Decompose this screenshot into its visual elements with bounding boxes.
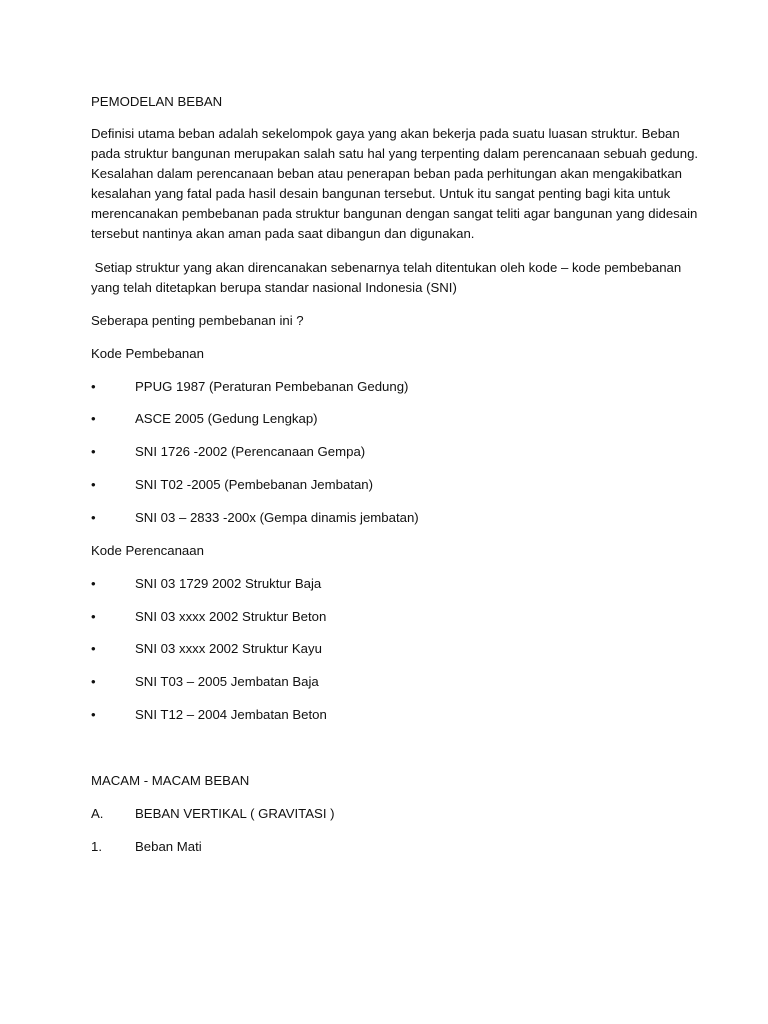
list-item <box>91 607 691 627</box>
question-text: Seberapa penting pembebanan ini ? <box>91 313 304 328</box>
section-marker: A. <box>91 806 104 821</box>
intro-line: Kesalahan dalam perencanaan beban atau penerapan beban pada perhitungan akan mengakibatkan <box>91 166 682 181</box>
subsection-heading <box>91 837 691 857</box>
bullet-marker: • <box>91 641 96 656</box>
list-item <box>91 409 691 429</box>
list-item <box>91 377 691 397</box>
list-item-text: SNI 03 xxxx 2002 Struktur Beton <box>135 609 327 624</box>
document-title: PEMODELAN BEBAN <box>91 94 223 109</box>
macam-beban-heading: MACAM - MACAM BEBAN <box>91 773 250 788</box>
list-item-text: SNI 1726 -2002 (Perencanaan Gempa) <box>135 444 366 459</box>
subsection-label: Beban Mati <box>135 839 202 854</box>
list-item-text: SNI T02 -2005 (Pembebanan Jembatan) <box>135 477 374 492</box>
sni-line: Setiap struktur yang akan direncanakan sebenarnya telah ditentukan oleh kode – kode pembebanan <box>91 260 682 275</box>
kode-perencanaan-heading: Kode Perencanaan <box>91 543 204 558</box>
bullet-marker: • <box>91 609 96 624</box>
list-item-text: SNI 03 xxxx 2002 Struktur Kayu <box>135 641 322 656</box>
list-item-text: SNI T03 – 2005 Jembatan Baja <box>135 674 319 689</box>
bullet-marker: • <box>91 674 96 689</box>
bullet-marker: • <box>91 707 96 722</box>
bullet-marker: • <box>91 379 96 394</box>
list-item <box>91 442 691 462</box>
sni-paragraph <box>91 258 681 298</box>
list-item <box>91 672 691 692</box>
sni-line: yang telah ditetapkan berupa standar nasional Indonesia (SNI) <box>91 280 457 295</box>
intro-line: Definisi utama beban adalah sekelompok gaya yang akan bekerja pada suatu luasan struktur. Beban <box>91 126 680 141</box>
list-item <box>91 705 691 725</box>
bullet-marker: • <box>91 477 96 492</box>
bullet-marker: • <box>91 411 96 426</box>
intro-line: tersebut nantinya akan aman pada saat dibangun dan digunakan. <box>91 226 475 241</box>
list-item <box>91 574 691 594</box>
list-item <box>91 475 691 495</box>
bullet-marker: • <box>91 510 96 525</box>
intro-line: pada struktur bangunan merupakan salah satu hal yang terpenting dalam perencanaan sebuah gedung. <box>91 146 699 161</box>
kode-pembebanan-heading: Kode Pembebanan <box>91 346 204 361</box>
subsection-marker: 1. <box>91 839 102 854</box>
list-item-text: SNI 03 – 2833 -200x (Gempa dinamis jembatan) <box>135 510 419 525</box>
list-item-text: SNI T12 – 2004 Jembatan Beton <box>135 707 327 722</box>
list-item <box>91 508 691 528</box>
section-heading <box>91 804 691 824</box>
list-item-text: SNI 03 1729 2002 Struktur Baja <box>135 576 322 591</box>
section-label: BEBAN VERTIKAL ( GRAVITASI ) <box>135 806 335 821</box>
bullet-marker: • <box>91 444 96 459</box>
list-item-text: ASCE 2005 (Gedung Lengkap) <box>135 411 318 426</box>
intro-line: kesalahan yang fatal pada hasil desain bangunan tersebut. Untuk itu sangat penting bagi kita untuk <box>91 186 671 201</box>
list-item <box>91 639 691 659</box>
list-item-text: PPUG 1987 (Peraturan Pembebanan Gedung) <box>135 379 409 394</box>
intro-line: merencanakan pembebanan pada struktur bangunan dengan sangat teliti agar bangunan yang didesain <box>91 206 698 221</box>
intro-paragraph <box>91 124 699 244</box>
bullet-marker: • <box>91 576 96 591</box>
